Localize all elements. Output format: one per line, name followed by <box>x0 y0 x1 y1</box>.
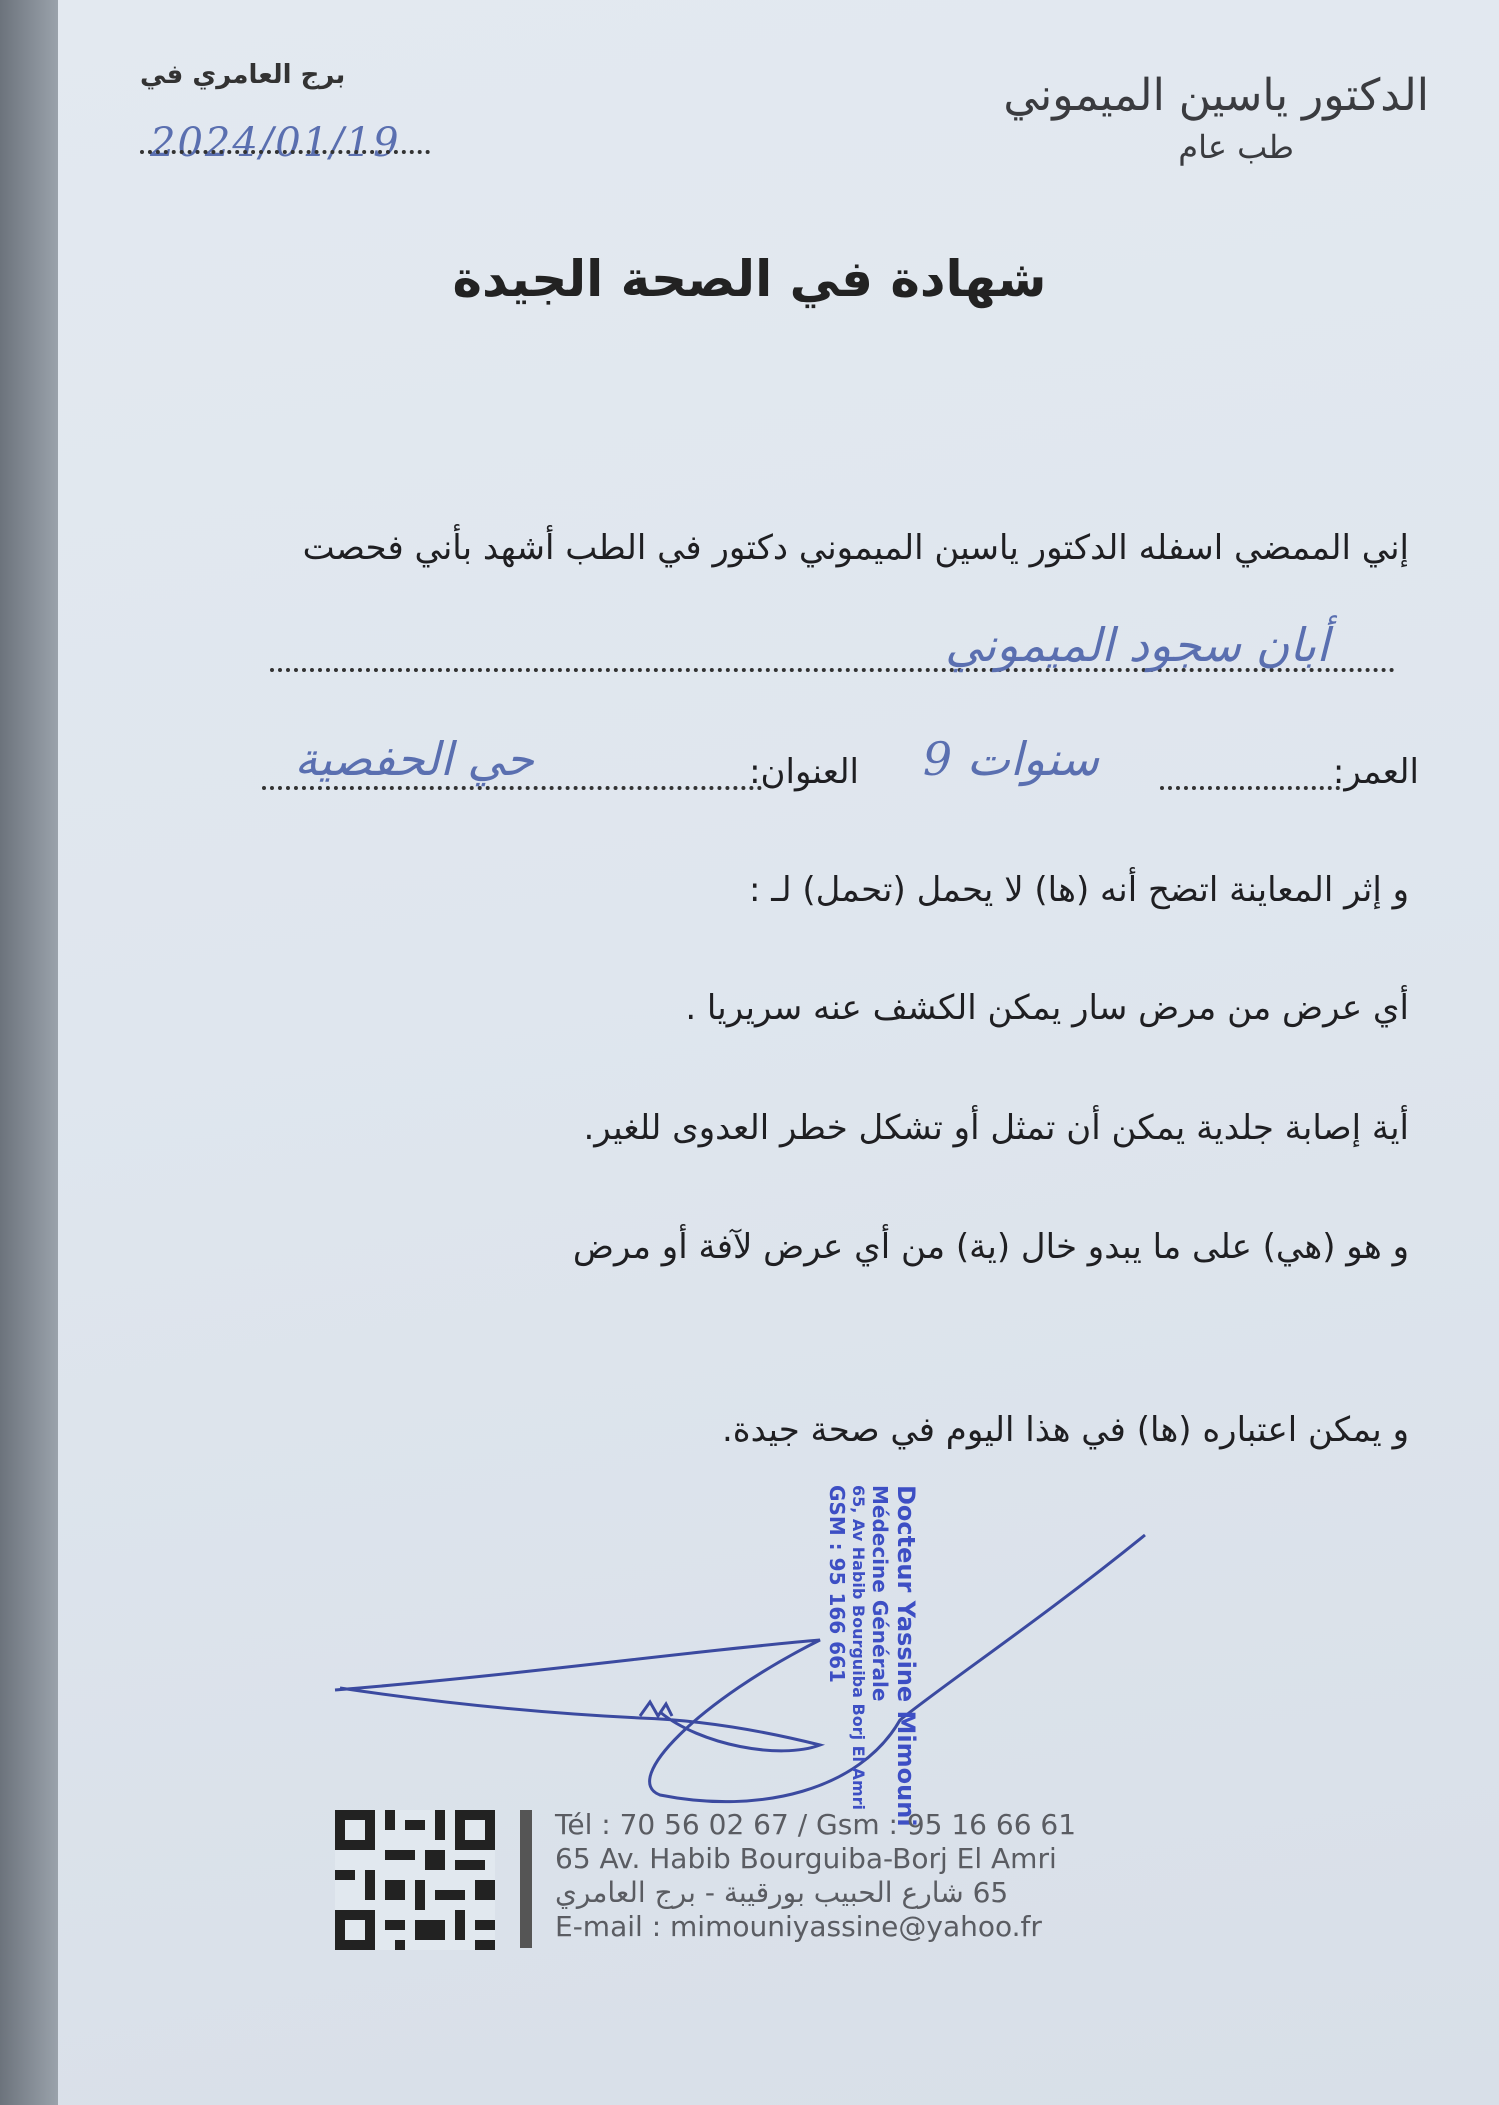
stamp-line-1: Docteur Yassine Mimouni <box>892 1485 920 1827</box>
statement-line-5: و هو (هي) على ما يبدو خال (ية) من أي عرض لآفة أو مرض <box>572 1227 1409 1267</box>
doctor-stamp <box>825 1485 920 1827</box>
statement-line-4: أية إصابة جلدية يمكن أن تمثل أو تشكل خطر العدوى للغير. <box>583 1108 1409 1148</box>
footer-address-ar: 65 شارع الحبيب بورقيبة - برج العامري <box>555 1876 1009 1909</box>
statement-line-3: أي عرض من مرض سار يمكن الكشف عنه سريريا . <box>685 988 1409 1028</box>
stamp-line-3: 65, Av Habib Bourguiba Borj El Amri <box>849 1485 868 1811</box>
handwritten-age: 9 سنوات <box>922 732 1099 786</box>
address-label: العنوان: <box>749 752 859 792</box>
age-label: العمر: <box>1332 752 1419 792</box>
footer-phone: Tél : 70 56 02 67 / Gsm : 95 16 66 61 <box>555 1808 1077 1841</box>
footer-divider <box>520 1810 532 1948</box>
footer-contact <box>555 1808 1076 1944</box>
handwritten-address: حي الحفصية <box>294 732 534 786</box>
certificate-title: شهادة في الصحة الجيدة <box>452 250 1047 308</box>
doctor-name: الدكتور ياسين الميموني <box>1003 70 1429 121</box>
stamp-line-2: Médecine Générale <box>868 1485 892 1702</box>
statement-line-1: إني الممضي اسفله الدكتور ياسين الميموني دكتور في الطب أشهد بأني فحصت <box>302 528 1409 568</box>
statement-line-2: و إثر المعاينة اتضح أنه (ها) لا يحمل (تحمل) لـ : <box>749 870 1409 910</box>
stamp-line-4: GSM : 95 166 661 <box>825 1485 849 1683</box>
footer-email: E-mail : mimouniyassine@yahoo.fr <box>555 1910 1042 1943</box>
handwritten-patient-name: أبان سجود الميموني <box>945 618 1329 672</box>
statement-line-6: و يمكن اعتباره (ها) في هذا اليوم في صحة جيدة. <box>721 1410 1409 1450</box>
place-label: برج العامري في <box>140 60 346 90</box>
doctor-specialty: طب عام <box>1178 128 1294 166</box>
handwritten-date: 2024/01/19 <box>150 120 401 166</box>
qr-code-icon <box>335 1810 495 1950</box>
footer-address-fr: 65 Av. Habib Bourguiba-Borj El Amri <box>555 1842 1057 1875</box>
